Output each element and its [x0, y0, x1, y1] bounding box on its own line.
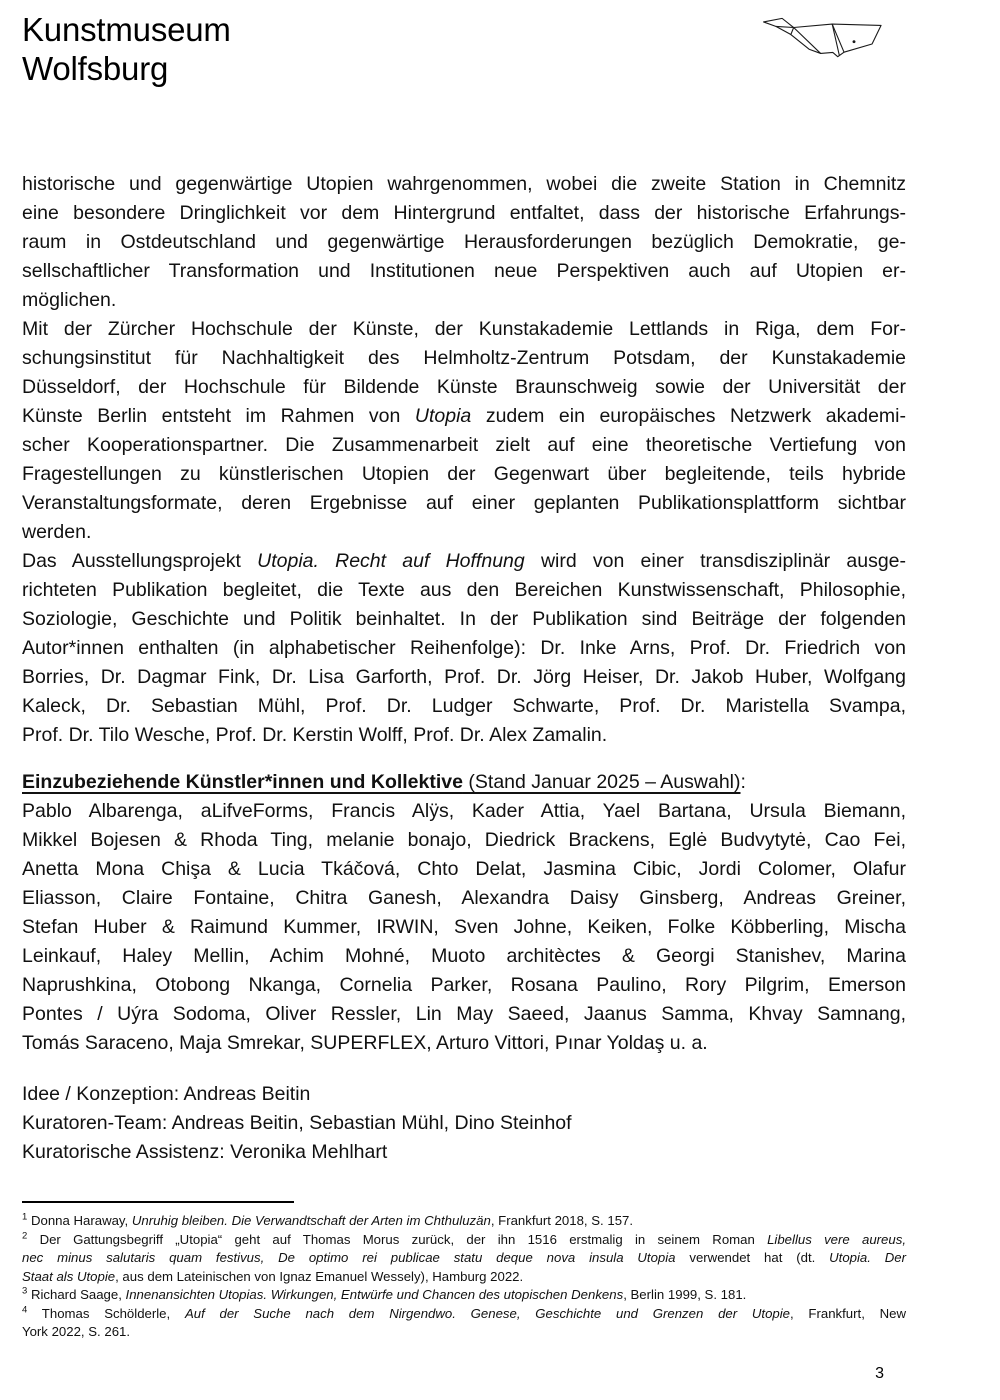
text-line: Prof. Dr. Tilo Wesche, Prof. Dr. Kerstin Wolff, Prof. Dr. Alex Zamalin. — [22, 724, 608, 746]
text-line: Leinkauf, Haley Mellin, Achim Mohné, Muoto architèctes & Georgi Stanishev, Marina — [22, 945, 906, 967]
text-line: Fragestellungen zu künstlerischen Utopien der Gegenwart über begleitende, teils hybride — [22, 463, 906, 485]
text-line: $^2$ Der Gattungsbegriff „Utopia“ geht auf Thomas Morus zurück, der ihn 1516 erstmalig in seinem Roman Libellus vere aureus, — [22, 1230, 906, 1247]
text-line: Kuratoren-Team: Andreas Beitin, Sebastian Mühl, Dino Steinhof — [22, 1112, 572, 1134]
paragraph-academic-network — [22, 315, 906, 547]
text-line: Düsseldorf, der Hochschule für Bildende Künste Braunschweig sowie der Universität der — [22, 376, 906, 398]
text-line: Borries, Dr. Dagmar Fink, Dr. Lisa Garforth, Prof. Dr. Jörg Heiser, Dr. Jakob Huber, Wolfgang — [22, 666, 906, 688]
text-line: Mit der Zürcher Hochschule der Künste, der Kunstakademie Lettlands in Riga, dem For- — [22, 318, 906, 340]
text-line: historische und gegenwärtige Utopien wahrgenommen, wobei die zweite Station in Chemnitz — [22, 173, 906, 195]
document-body — [22, 170, 906, 1342]
text-line: sellschaftlicher Transformation und Institutionen neue Perspektiven auch auf Utopien er- — [22, 260, 906, 282]
logo-line-2: Wolfsburg — [22, 50, 169, 87]
text-line: eine besondere Dringlichkeit vor dem Hintergrund entfaltet, dass der historische Erfahrungs- — [22, 202, 906, 224]
text-line: nec minus salutaris quam festivus, De optimo rei publicae statu deque nova insula Utopia verwendet hat (dt. Utopia. Der — [22, 1250, 907, 1265]
text-line: Pablo Albarenga, aLifveForms, Francis Alÿs, Kader Attia, Yael Bartana, Ursula Biemann, — [22, 800, 906, 822]
text-line: werden. — [22, 521, 92, 543]
artists-heading — [22, 768, 906, 797]
text-line: raum in Ostdeutschland und gegenwärtige Herausforderungen bezüglich Demokratie, ge- — [22, 231, 906, 253]
text-line: Soziologie, Geschichte und Politik beinhaltet. In der Publikation sind Beiträge der folgenden — [22, 608, 906, 630]
text-line: scher Kooperationspartner. Die Zusammenarbeit zielt auf eine theoretische Vertiefung von — [22, 434, 906, 456]
text-line: Künste Berlin entsteht im Rahmen von Utopia zudem ein europäisches Netzwerk akademi- — [22, 405, 906, 427]
text-line: richteten Publikation begleitet, die Texte aus den Bereichen Kunstwissenschaft, Philosophie, — [22, 579, 906, 601]
text-line: Idee / Konzeption: Andreas Beitin — [22, 1083, 311, 1105]
text-line: $^4$ Thomas Schölderle, Auf der Suche nach dem Nirgendwo. Genese, Geschichte und Grenzen der Utopie, Frankfurt, New — [22, 1304, 906, 1321]
text-line: Einzubeziehende Künstler*innen und Kollektive (Stand Januar 2025 – Auswahl): — [22, 771, 746, 793]
artists-list — [22, 797, 906, 1058]
paragraph-publication-authors — [22, 547, 906, 750]
text-line: York 2022, S. 261. — [22, 1324, 131, 1339]
text-line: Naprushkina, Otobong Nkanga, Cornelia Parker, Rosana Paulino, Rory Pilgrim, Emerson — [22, 974, 906, 996]
text-line: Mikkel Bojesen & Rhoda Ting, melanie bonajo, Diedrick Brackens, Eglė Budvytytė, Cao Fei, — [22, 829, 906, 851]
header — [0, 0, 1000, 110]
footnote-separator — [22, 1201, 294, 1203]
text-line: Kaleck, Dr. Sebastian Mühl, Prof. Dr. Ludger Schwarte, Prof. Dr. Maristella Svampa, — [22, 695, 906, 717]
text-line: Kuratorische Assistenz: Veronika Mehlhart — [22, 1141, 388, 1163]
text-line: Eliasson, Claire Fontaine, Chitra Ganesh, Alexandra Daisy Ginsberg, Andreas Greiner, — [22, 887, 906, 909]
text-line: $^3$ Richard Saage, Innenansichten Utopias. Wirkungen, Entwürfe und Chancen des utopischen Denkens, Berlin 1999, S. 181. — [22, 1285, 747, 1302]
paragraph-utopia-stations — [22, 170, 906, 315]
origami-whale-icon — [758, 10, 886, 66]
credits-block — [22, 1080, 906, 1167]
text-line: Veranstaltungsformate, deren Ergebnisse auf einer geplanten Publikationsplattform sichtbar — [22, 492, 906, 514]
text-line: Anetta Mona Chişa & Lucia Tkáčová, Chto Delat, Jasmina Cibic, Jordi Colomer, Olafur — [22, 858, 906, 880]
footnotes-block — [22, 1212, 906, 1342]
text-line: Stefan Huber & Raimund Kummer, IRWIN, Sven Johne, Keiken, Folke Köbberling, Mischa — [22, 916, 906, 938]
text-line: $^1$ Donna Haraway, Unruhig bleiben. Die Verwandtschaft der Arten im Chthuluzän, Frankfurt 2018, S. 157. — [22, 1211, 634, 1228]
text-line: Staat als Utopie, aus dem Lateinischen von Ignaz Emanuel Wessely), Hamburg 2022. — [22, 1268, 524, 1284]
logo-line-1: Kunstmuseum — [22, 11, 231, 48]
text-line: schungsinstitut für Nachhaltigkeit des Helmholtz-Zentrum Potsdam, der Kunstakademie — [22, 347, 906, 369]
text-line: Tomás Saraceno, Maja Smrekar, SUPERFLEX, Arturo Vittori, Pınar Yoldaş u. a. — [22, 1032, 708, 1054]
text-line: Pontes / Uýra Sodoma, Oliver Ressler, Lin May Saeed, Jaanus Samma, Khvay Samnang, — [22, 1003, 906, 1025]
text-line: Das Ausstellungsprojekt Utopia. Recht auf Hoffnung wird von einer transdisziplinär ausge- — [22, 550, 907, 572]
text-line: Autor*innen enthalten (in alphabetischer Reihenfolge): Dr. Inke Arns, Prof. Dr. Friedrich von — [22, 637, 906, 659]
page-number: 3 — [875, 1365, 884, 1382]
text-line: möglichen. — [22, 289, 117, 311]
